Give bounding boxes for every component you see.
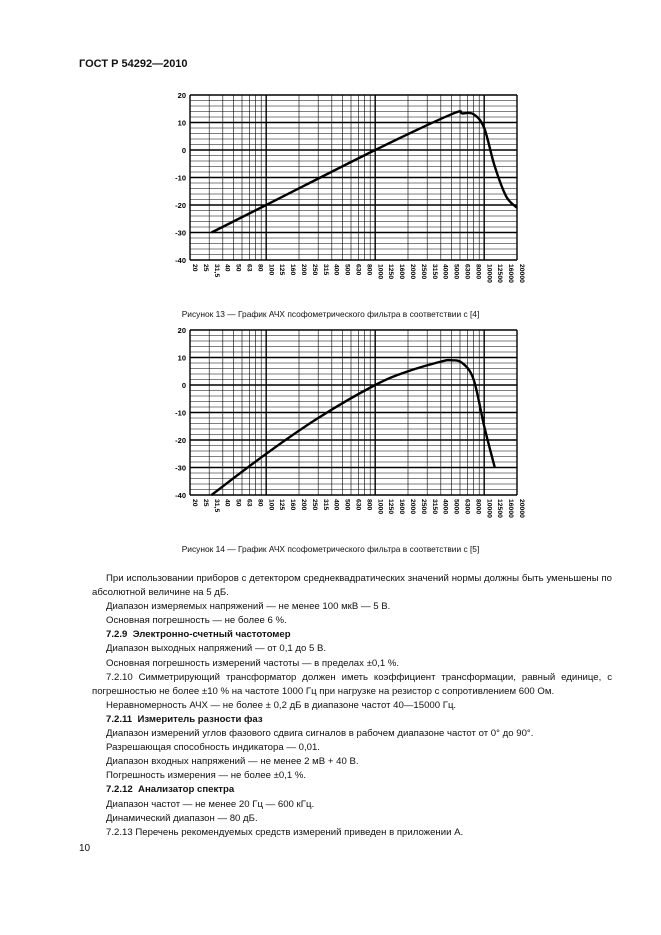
x-tick-label: 500 bbox=[343, 499, 351, 511]
y-tick-label: -20 bbox=[175, 201, 186, 210]
heading-7-2-12-number: 7.2.12 bbox=[106, 784, 133, 796]
x-tick-label: 800 bbox=[365, 499, 373, 511]
figure-13-chart bbox=[0, 88, 661, 303]
x-tick-label: 315 bbox=[321, 264, 329, 276]
response-curve bbox=[212, 360, 495, 495]
x-tick-label: 10000 bbox=[485, 499, 493, 518]
paragraph-dynamic-range: Динамический диапазон — 80 дБ. bbox=[106, 812, 258, 824]
x-tick-label: 20 bbox=[191, 499, 198, 507]
x-tick-label: 315 bbox=[321, 499, 329, 511]
x-tick-label: 100 bbox=[267, 264, 275, 276]
page-number: 10 bbox=[79, 843, 91, 854]
y-tick-label: -30 bbox=[175, 228, 186, 238]
x-tick-label: 50 bbox=[234, 264, 242, 272]
x-tick-label: 20000 bbox=[518, 264, 525, 283]
y-tick-label: -10 bbox=[175, 173, 186, 183]
x-tick-label: 630 bbox=[354, 264, 362, 276]
x-tick-label: 20000 bbox=[518, 499, 525, 518]
x-tick-label: 630 bbox=[354, 499, 362, 511]
x-tick-label: 20 bbox=[191, 264, 198, 272]
paragraph-measurement-error: Погрешность измерения — не более ±0,1 %. bbox=[106, 770, 307, 782]
paragraph-frequency-error: Основная погрешность измерений частоты — в пределах ±0,1 %. bbox=[106, 657, 400, 669]
heading-7-2-9-number: 7.2.9 bbox=[106, 629, 128, 641]
x-tick-label: 40 bbox=[223, 264, 231, 272]
paragraph-output-voltage: Диапазон выходных напряжений — от 0,1 до 5 В. bbox=[106, 643, 327, 655]
heading-7-2-12 bbox=[92, 783, 612, 797]
x-tick-label: 16000 bbox=[507, 264, 515, 283]
y-tick-label: -40 bbox=[175, 256, 186, 265]
x-tick-label: 2000 bbox=[409, 264, 416, 280]
y-tick-label: 10 bbox=[177, 353, 186, 363]
paragraph-input-voltage: Диапазон входных напряжений — не менее 2 мВ + 40 В. bbox=[106, 756, 359, 768]
heading-7-2-9-title: Электронно-счетный частотомер bbox=[132, 629, 291, 641]
x-tick-label: 50 bbox=[234, 499, 242, 507]
paragraph-spectrum-range: Диапазон частот — не менее 20 Гц — 600 кГц. bbox=[106, 798, 315, 810]
paragraph-rms-detector: При использовании приборов с детектором среднеквадратических значений нормы должны быть уменьшены по абсолютной величине на 5 дБ. bbox=[92, 573, 612, 599]
x-tick-label: 1000 bbox=[376, 499, 384, 515]
x-tick-label: 1250 bbox=[387, 264, 395, 280]
paragraph-instruments-list: 7.2.13 Перечень рекомендуемых средств измерений приведен в приложении А. bbox=[106, 826, 464, 838]
figure-13-svg bbox=[0, 88, 661, 303]
x-tick-label: 25 bbox=[201, 264, 209, 272]
body-text bbox=[92, 572, 612, 840]
x-tick-label: 3150 bbox=[430, 264, 438, 280]
x-tick-label: 125 bbox=[278, 264, 286, 276]
x-tick-label: 200 bbox=[300, 264, 307, 276]
x-tick-label: 1600 bbox=[398, 499, 406, 515]
x-tick-label: 100 bbox=[267, 499, 275, 511]
x-tick-label: 4000 bbox=[441, 499, 449, 515]
x-tick-label: 6300 bbox=[463, 499, 471, 515]
x-tick-label: 250 bbox=[310, 264, 318, 276]
paragraph-transformer: 7.2.10 Симметрирующий трансформатор должен иметь коэффициент трансформации, равный единице, с погрешностью не более ±10 % на частоте 1000 Гц при нагрузке на резистор с сопротивлением 600 Ом. bbox=[92, 671, 612, 697]
standard-header: ГОСТ Р 54292—2010 bbox=[79, 58, 188, 70]
y-tick-label: 20 bbox=[177, 91, 186, 100]
x-tick-label: 250 bbox=[310, 499, 318, 511]
x-tick-label: 5000 bbox=[452, 264, 460, 280]
x-tick-label: 400 bbox=[332, 499, 340, 511]
x-tick-label: 80 bbox=[256, 264, 264, 272]
x-tick-label: 1600 bbox=[398, 264, 406, 280]
x-tick-label: 4000 bbox=[441, 264, 449, 280]
x-tick-label: 8000 bbox=[474, 499, 482, 515]
paragraph-frequency-response: Неравномерность АЧХ — не более ± 0,2 дБ в диапазоне частот 40—15000 Гц. bbox=[106, 699, 457, 711]
x-tick-label: 160 bbox=[289, 499, 297, 511]
figure-14-chart bbox=[0, 323, 661, 538]
heading-7-2-11-number: 7.2.11 bbox=[106, 713, 133, 725]
x-tick-label: 3150 bbox=[430, 499, 438, 515]
x-tick-label: 63 bbox=[245, 499, 253, 507]
x-tick-label: 25 bbox=[201, 499, 209, 507]
x-tick-label: 1000 bbox=[376, 264, 384, 280]
x-tick-label: 400 bbox=[332, 264, 340, 276]
x-tick-label: 12500 bbox=[496, 499, 504, 518]
x-tick-label: 1250 bbox=[387, 499, 395, 515]
y-tick-label: 0 bbox=[181, 146, 186, 155]
y-tick-label: 20 bbox=[177, 326, 186, 335]
y-tick-label: -40 bbox=[175, 491, 186, 500]
x-tick-label: 200 bbox=[300, 499, 307, 511]
paragraph-resolution: Разрешающая способность индикатора — 0,01. bbox=[106, 742, 320, 754]
paragraph-basic-error: Основная погрешность — не более 6 %. bbox=[106, 615, 287, 627]
heading-7-2-11-title: Измеритель разности фаз bbox=[137, 713, 263, 725]
x-tick-label: 160 bbox=[289, 264, 297, 276]
grid bbox=[190, 330, 517, 495]
heading-7-2-11 bbox=[92, 713, 612, 727]
y-tick-label: 0 bbox=[181, 381, 186, 390]
paragraph-phase-range: Диапазон измерений углов фазового сдвига сигналов в рабочем диапазоне частот от 0° до 90°. bbox=[106, 728, 534, 740]
x-tick-label: 2500 bbox=[419, 499, 427, 515]
figure-14-caption: Рисунок 14 — График АЧХ псофометрического фильтра в соответствии с [5] bbox=[181, 544, 480, 554]
x-tick-label: 6300 bbox=[463, 264, 471, 280]
x-tick-label: 5000 bbox=[452, 499, 460, 515]
paragraph-voltage-range: Диапазон измеряемых напряжений — не менее 100 мкВ — 5 В. bbox=[106, 601, 391, 613]
figure-13-caption: Рисунок 13 — График АЧХ псофометрического фильтра в соответствии с [4] bbox=[181, 309, 480, 319]
x-tick-label: 2000 bbox=[409, 499, 416, 515]
figure-14-svg bbox=[0, 323, 661, 538]
x-tick-label: 2500 bbox=[419, 264, 427, 280]
x-tick-label: 63 bbox=[245, 264, 253, 272]
x-tick-label: 16000 bbox=[507, 499, 515, 518]
x-tick-label: 125 bbox=[278, 499, 286, 511]
heading-7-2-9 bbox=[92, 628, 612, 642]
x-tick-label: 500 bbox=[343, 264, 351, 276]
x-tick-label: 800 bbox=[365, 264, 373, 276]
x-tick-label: 80 bbox=[256, 499, 264, 507]
x-tick-label: 10000 bbox=[485, 264, 493, 283]
x-tick-label: 12500 bbox=[496, 264, 504, 283]
heading-7-2-12-title: Анализатор спектра bbox=[138, 784, 235, 796]
x-tick-label: 31,5 bbox=[212, 264, 220, 278]
x-tick-label: 40 bbox=[223, 499, 231, 507]
grid bbox=[190, 95, 517, 260]
x-tick-label: 8000 bbox=[474, 264, 482, 280]
y-tick-label: -20 bbox=[175, 436, 186, 445]
y-tick-label: -10 bbox=[175, 408, 186, 418]
x-tick-label: 31,5 bbox=[212, 499, 220, 513]
y-tick-label: 10 bbox=[177, 118, 186, 128]
y-tick-label: -30 bbox=[175, 463, 186, 473]
